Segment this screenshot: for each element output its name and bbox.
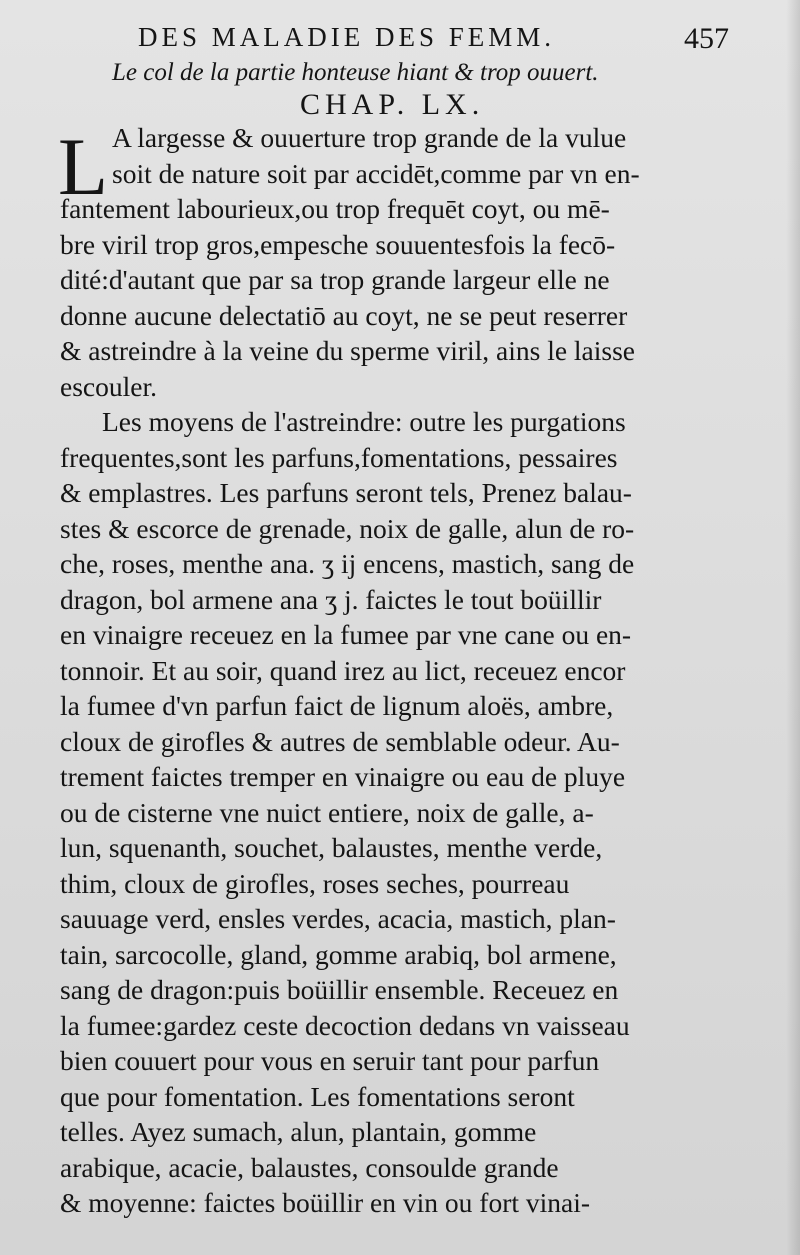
running-head: DES MALADIE DES FEMM. — [138, 22, 556, 52]
text-line: escouler. — [60, 370, 157, 402]
text-line: thim, cloux de girofles, roses seches, pourreau — [60, 867, 570, 899]
body-text — [60, 120, 740, 1221]
text-line: & moyenne: faictes boüillir en vin ou fort vinai- — [60, 1187, 591, 1218]
text-line: dragon, bol armene ana ʒ j. faictes le tout boüillir — [60, 583, 602, 615]
text-line: telles. Ayez sumach, alun, plantain, gomme — [60, 1116, 537, 1147]
text-line: tonnoir. Et au soir, quand irez au lict, receuez encor — [60, 654, 626, 686]
text-line: cloux de girofles & autres de semblable odeur. Au- — [60, 725, 620, 757]
page-number: 457 — [684, 22, 729, 55]
text-line: A largesse & ouuerture trop grande de la vulue — [112, 122, 627, 153]
text-line: dité:d'autant que par sa trop grande largeur elle ne — [60, 264, 610, 295]
text-line: arabique, acacie, balaustes, consoulde grande — [60, 1151, 559, 1183]
drop-cap: L — [58, 121, 109, 212]
text-line: frequentes,sont les parfuns,fomentations, pessaires — [60, 441, 618, 473]
text-line: trement faictes tremper en vinaigre ou eau de pluye — [60, 761, 626, 792]
text-line: sauuage verd, ensles verdes, acacia, mastich, plan- — [60, 903, 616, 934]
page-edge-shadow — [786, 0, 800, 1255]
text-line: che, roses, menthe ana. ʒ ij encens, mastich, sang de — [60, 548, 635, 579]
text-line: donne aucune delectatiō au coyt, ne se peut reserrer — [60, 299, 628, 331]
text-line: la fumee d'vn parfun faict de lignum aloës, ambre, — [60, 690, 614, 721]
text-line: sang de dragon:puis boüillir ensemble. Receuez en — [60, 974, 619, 1005]
text-line: soit de nature soit par accidēt,comme par vn en- — [112, 157, 640, 189]
text-line: la fumee:gardez ceste decoction dedans vn vaisseau — [60, 1009, 630, 1041]
text-line: lun, squenanth, souchet, balaustes, menthe verde, — [60, 832, 603, 863]
text-line: stes & escorce de grenade, noix de galle, alun de ro- — [60, 512, 635, 544]
text-line: tain, sarcocolle, gland, gomme arabiq, bol armene, — [60, 938, 617, 970]
text-line: fantement labourieux,ou trop frequēt coyt, ou mē- — [60, 193, 610, 224]
text-line: bien couuert pour vous en seruir tant pour parfun — [60, 1045, 600, 1076]
text-line: Les moyens de l'astreindre: outre les purgations — [102, 406, 626, 437]
text-line: en vinaigre receuez en la fumee par vne cane ou en- — [60, 619, 632, 650]
chapter-heading: CHAP. LX. — [300, 88, 485, 121]
text-line: que pour fomentation. Les fomentations seront — [60, 1080, 575, 1112]
text-line: bre viril trop gros,empesche souuentesfois la fecō- — [60, 228, 616, 260]
text-line: ou de cisterne vne nuict entiere, noix de galle, a- — [60, 796, 594, 828]
text-line: & emplastres. Les parfuns seront tels, Prenez balau- — [60, 477, 632, 508]
text-line: & astreindre à la veine du sperme viril, ains le laisse — [60, 335, 636, 366]
section-subtitle: Le col de la partie honteuse hiant & trop ouuert. — [112, 59, 599, 86]
